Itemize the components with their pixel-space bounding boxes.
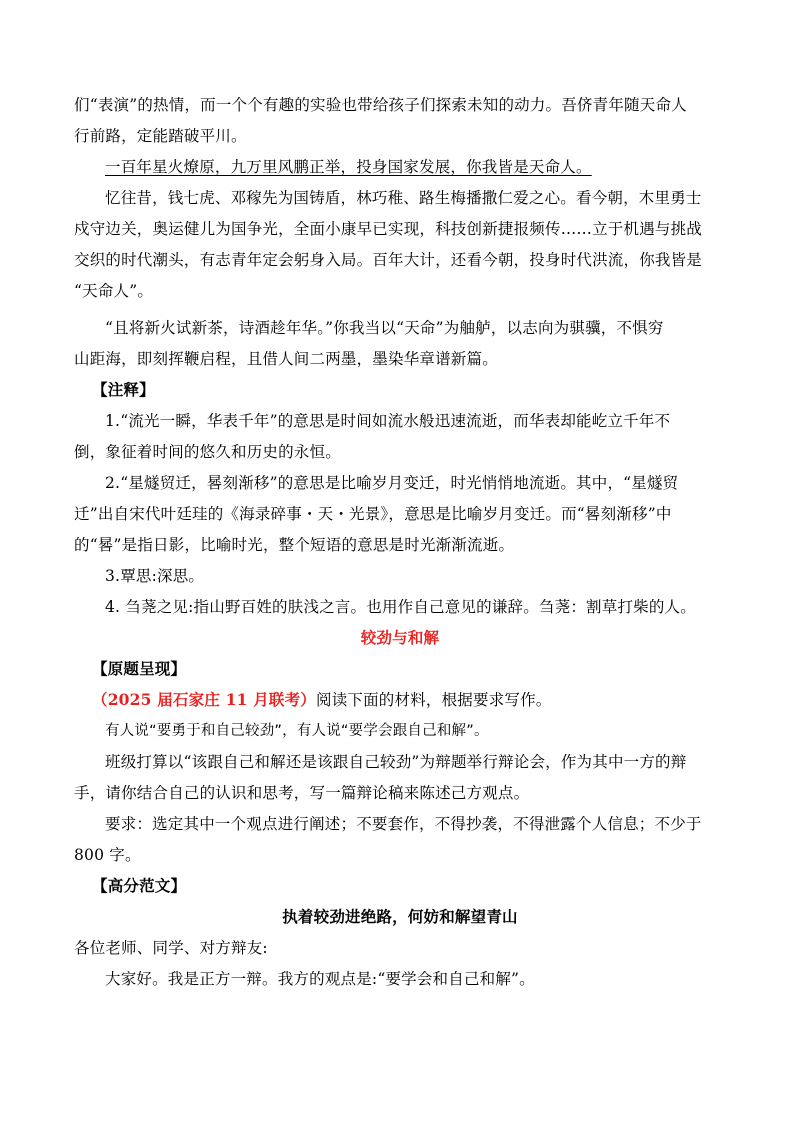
note-line: 倒，象征着时间的悠久和历史的永恒。 [74,443,341,461]
notes-heading: 【注释】 [92,380,155,399]
body-line: 忆往昔，钱七虎、邓稼先为国铸盾，林巧稚、路生梅播撒仁爱之心。看今朝，木里勇士 [105,189,702,207]
original-question-heading: 【原题呈现】 [92,659,187,678]
essay-opening: 大家好。我是正方一辩。我方的观点是:“要学会和自己和解”。 [105,970,535,988]
essay-salutation: 各位老师、同学、对方辩友: [74,939,268,957]
task-line: 手，请你结合自己的认识和思考，写一篇辩论稿来陈述己方观点。 [74,784,530,802]
note-line: 2.“星燧贸迁，晷刻渐移”的意思是比喻岁月变迁，时光悄悄地流逝。其中，“星燧贸 [105,474,679,492]
body-line: “且将新火试新茶，诗酒趁年华。”你我当以“天命”为舳舻，以志向为骐骥，不惧穷 [105,319,664,337]
body-line: 行前路，定能踏破平川。 [74,127,247,145]
body-line: 戍守边关，奥运健儿为国争光，全面小康早已实现，科技创新捷报频传……立于机遇与挑战 [74,220,703,238]
body-line: “天命人”。 [74,282,154,300]
note-line: 1.“流光一瞬，华表千年”的意思是时间如流水般迅速流逝，而华表却能屹立千年不 [105,412,671,430]
essay-title: 执着较劲进绝路，何妨和解望青山 [282,907,518,926]
body-line: 山距海，即刻挥鞭启程，且借人间二两墨，墨染华章谱新篇。 [74,350,498,368]
material-quote: 有人说“要勇于和自己较劲”，有人说“要学会跟自己和解”。 [105,723,489,739]
essay-heading: 【高分范文】 [92,876,187,895]
requirement-line: 800 字。 [74,846,141,864]
note-line: 4. 刍荛之见:指山野百姓的肤浅之言。也用作自己意见的谦辞。刍荛：割草打柴的人。 [105,598,696,616]
source-instruction: 阅读下面的材料，根据要求写作。 [316,691,552,709]
note-line: 3.覃思:深思。 [105,567,205,585]
note-line: 迁”出自宋代叶廷珪的《海录碎事・天・光景》，意思是比喻岁月变迁。而“晷刻渐移”中 [74,505,672,523]
requirement-line: 要求：选定其中一个观点进行阐述；不要套作，不得抄袭，不得泄露个人信息；不少于 [105,815,702,833]
note-line: 的“晷”是指日影，比喻时光，整个短语的意思是时光渐渐流逝。 [74,536,515,554]
section-title: 较劲与和解 [360,628,440,647]
body-line: 们“表演”的热情，而一个个有趣的实验也带给孩子们探索未知的动力。吾侪青年随天命人 [74,96,687,114]
body-line: 交织的时代潮头，有志青年定会躬身入局。百年大计，还看今朝，投身时代洪流，你我皆是 [74,251,703,269]
task-line: 班级打算以“该跟自己和解还是该跟自己较劲”为辩题举行辩论会，作为其中一方的辩 [105,753,687,771]
underlined-sentence: 一百年星火燎原，九万里风鹏正举，投身国家发展，你我皆是天命人。 [105,158,592,176]
source-line [92,690,552,710]
source-tag: （2025 届石家庄 11 月联考） [92,690,316,709]
